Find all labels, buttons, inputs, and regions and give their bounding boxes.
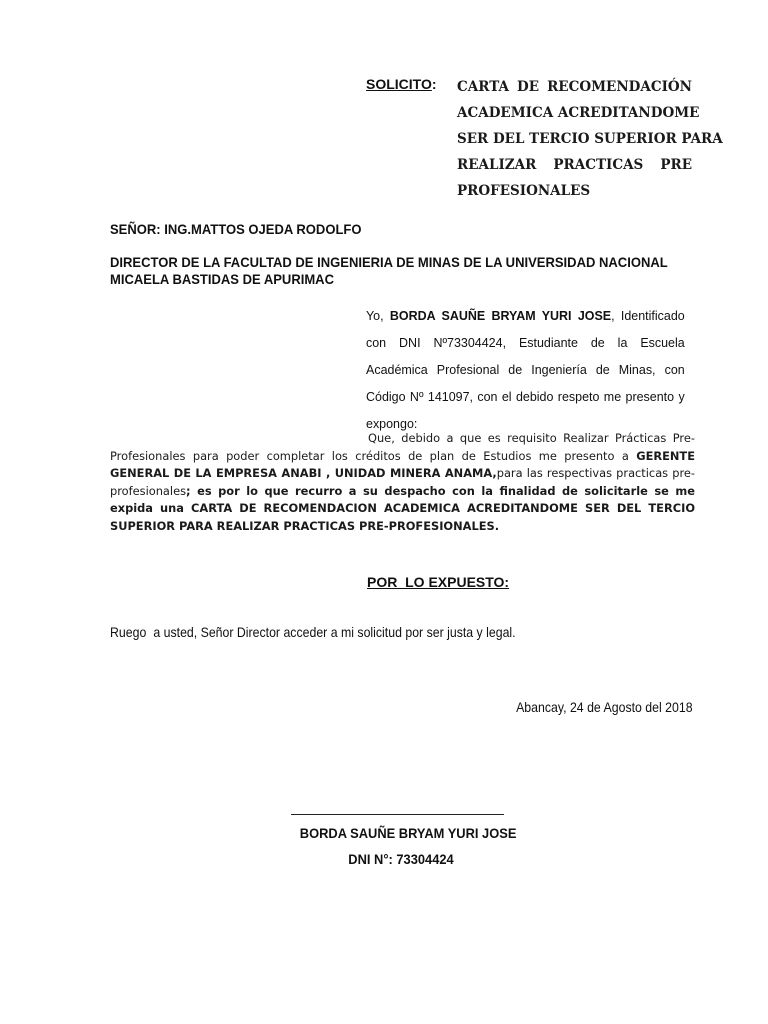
date-line: Abancay, 24 de Agosto del 2018 [516, 699, 693, 715]
solicito-label: SOLICITO: [366, 76, 437, 92]
intro-rest: , Identificado con DNI Nº73304424, Estudiante de la Escuela Académica Profesional de Ingeniería de Minas, con Código Nº 141097, con el debido respeto me presento y expongo: [366, 308, 685, 431]
signer-dni: DNI N°: 73304424 [348, 851, 454, 867]
body-part-2: para las respectivas practicas pre-profesionales [110, 466, 695, 498]
body-part-1: Que, debido a que es requisito Realizar Prácticas Pre-Profesionales para poder completar los créditos de plan de Estudios me presento a [110, 431, 695, 463]
por-lo-expuesto-heading: POR LO EXPUESTO: [367, 574, 510, 590]
intro-paragraph [366, 302, 685, 437]
ruego-rest: a usted, Señor Director acceder a mi solicitud por ser justa y legal. [153, 624, 516, 640]
solicito-line: REALIZAR PRACTICAS PRE [457, 157, 692, 173]
director-title [110, 254, 668, 288]
director-line: DIRECTOR DE LA FACULTAD DE INGENIERIA DE MINAS DE LA UNIVERSIDAD NACIONAL [110, 254, 668, 270]
ruego-paragraph [110, 624, 516, 640]
solicito-subject [457, 74, 723, 204]
solicito-line: ACADEMICA ACREDITANDOME [457, 105, 700, 121]
intro-prefix: Yo, [366, 308, 390, 323]
director-line: MICAELA BASTIDAS DE APURIMAC [110, 271, 334, 287]
signature-line [291, 814, 504, 815]
solicito-line: CARTA DE RECOMENDACIÓN [457, 79, 692, 95]
body-paragraph [110, 430, 695, 536]
signer-name: BORDA SAUÑE BRYAM YURI JOSE [299, 825, 517, 841]
ruego-word: Ruego [110, 624, 147, 640]
addressee: SEÑOR: ING.MATTOS OJEDA RODOLFO [110, 221, 362, 237]
body-bold-2: ; es por lo que recurro a su despacho con la finalidad de solicitarle se me expida una CARTA DE RECOMENDACION ACADEMICA ACREDITANDOME SER DEL TERCIO SUPERIOR PARA REALIZAR PRACTICAS PRE-PROFESIONALES. [110, 483, 695, 533]
solicito-line: PROFESIONALES [457, 183, 591, 199]
body-bold-1: GERENTE GENERAL DE LA EMPRESA ANABI , UNIDAD MINERA ANAMA, [110, 448, 695, 481]
solicito-line: SER DEL TERCIO SUPERIOR PARA [457, 131, 723, 147]
student-name: BORDA SAUÑE BRYAM YURI JOSE [389, 308, 612, 323]
